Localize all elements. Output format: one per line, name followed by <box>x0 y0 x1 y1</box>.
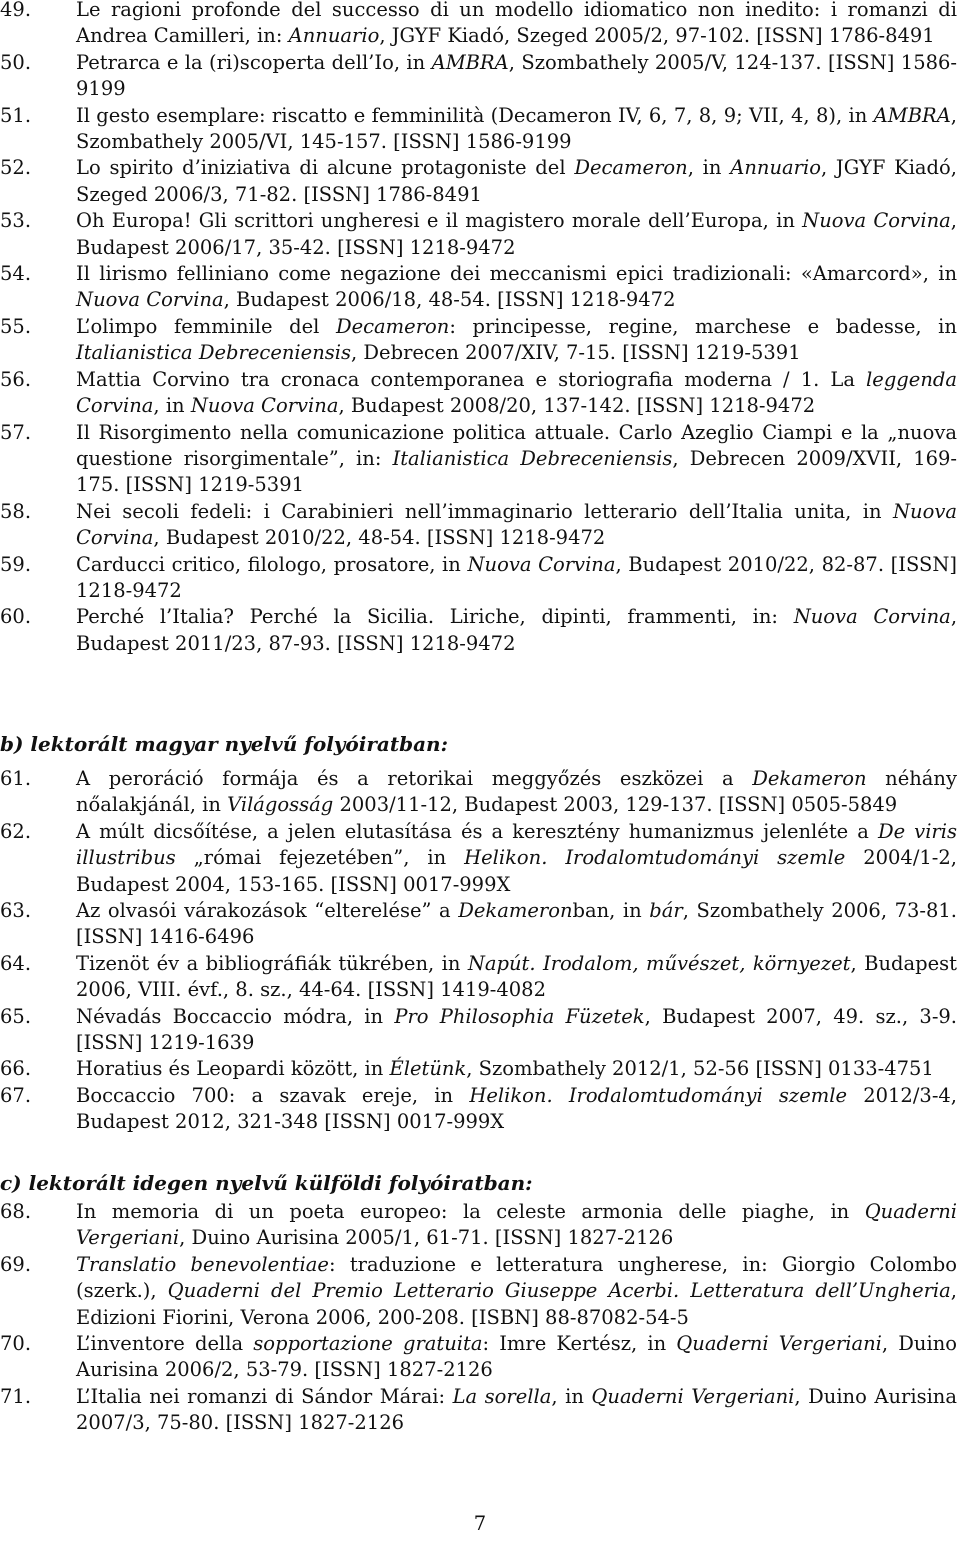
entry-number: 55. <box>0 314 32 338</box>
entry-italic-title: Italianistica Debreceniensis <box>392 446 673 470</box>
entry-number: 54. <box>0 262 32 286</box>
entry-text: Il lirismo felliniano come negazione dei meccanismi epici tradizionali: «Amarcord», in Nuova Corvina, Budapest 2006/18, 48-54. [ISSN] 1218-9472 <box>76 262 957 312</box>
entry-text: Tizenöt év a bibliográfiák tükrében, in Napút. Irodalom, művészet, környezet, Budapest 2006, VIII. évf., 8. sz., 44-64. [ISSN] 1419-4082 <box>76 951 957 1002</box>
bibliography-entry <box>0 314 960 367</box>
entry-text: L’Italia nei romanzi di Sándor Márai: La sorella, in Quaderni Vergeriani, Duino Aurisina 2007/3, 75-80. [ISSN] 1827-2126 <box>76 1384 957 1435</box>
entry-italic-title: Dekameron <box>752 767 867 790</box>
entry-number: 52. <box>0 156 32 180</box>
entry-italic-title: leggenda Corvina <box>76 367 957 418</box>
bibliography-entry <box>0 766 960 819</box>
entry-italic-title: bár <box>649 899 683 923</box>
entry-number: 66. <box>0 1057 32 1081</box>
entry-number: 62. <box>0 819 32 843</box>
entry-text: Az olvasói várakozások “elterelése” a Dekameronban, in bár, Szombathely 2006, 73-81. [ISSN] 1416-6496 <box>76 899 957 949</box>
entry-italic-title: Quaderni Vergeriani <box>676 1332 882 1356</box>
entry-text: In memoria di un poeta europeo: la celeste armonia delle piaghe, in Quaderni Vergeriani, Duino Aurisina 2005/1, 61-71. [ISSN] 1827-2126 <box>76 1200 957 1250</box>
entry-italic-title: Decameron <box>574 156 688 180</box>
bibliography-entry <box>0 552 960 605</box>
bibliography-entry <box>0 951 960 1004</box>
entry-italic-title: Nuova Corvina <box>467 552 616 576</box>
entry-number: 69. <box>0 1252 32 1276</box>
entry-italic-title: La sorella <box>452 1384 552 1408</box>
entry-italic-title: Annuario <box>730 156 821 180</box>
entry-text: Nei secoli fedeli: i Carabinieri nell’immaginario letterario dell’Italia unita, in Nuova Corvina, Budapest 2010/22, 48-54. [ISSN] 1218-9472 <box>76 499 957 550</box>
entry-number: 50. <box>0 50 32 74</box>
bibliography-entry <box>0 420 960 499</box>
entry-number: 71. <box>0 1384 32 1408</box>
entry-number: 65. <box>0 1004 32 1028</box>
entry-italic-title: Quaderni del Premio Letterario Giuseppe Acerbi. Letteratura dell’Ungheria <box>167 1279 951 1303</box>
entry-number: 70. <box>0 1332 32 1356</box>
section-heading-c: c) lektorált idegen nyelvű külföldi folyóiratban: <box>0 1171 533 1195</box>
entry-italic-title: Helikon. Irodalomtudományi szemle <box>464 846 846 870</box>
bibliography-entry <box>0 1331 960 1384</box>
entry-italic-title: Nuova Corvina <box>76 499 957 550</box>
entry-text: A peroráció formája és a retorikai meggyőzés eszközei a Dekameron néhány nőalakjánál, in Világosság 2003/11-12, Budapest 2003, 129-137. [ISSN] 0505-5849 <box>76 767 958 817</box>
entry-italic-title: Translatio benevolentiae <box>76 1252 329 1276</box>
entry-text: Mattia Corvino tra cronaca contemporanea e storiografia moderna / 1. La leggenda Corvina, in Nuova Corvina, Budapest 2008/20, 137-142. [ISSN] 1218-9472 <box>76 367 957 418</box>
entry-number: 63. <box>0 899 32 923</box>
entry-number: 68. <box>0 1200 32 1223</box>
bibliography-entry <box>0 898 960 951</box>
entry-number: 64. <box>0 951 32 975</box>
entry-italic-title: Helikon. Irodalomtudományi szemle <box>469 1083 848 1107</box>
entry-italic-title: sopportazione gratuita <box>253 1332 483 1356</box>
entry-italic-title: Nuova Corvina <box>76 288 224 312</box>
entry-italic-title: AMBRA <box>431 50 509 74</box>
entry-text: Petrarca e la (ri)scoperta dell’Io, in AMBRA, Szombathely 2005/V, 124-137. [ISSN] 1586-9199 <box>76 50 957 101</box>
entry-italic-title: Nuova Corvina <box>190 394 339 418</box>
entry-italic-title: Dekameron <box>458 899 573 923</box>
entry-text: Le ragioni profonde del successo di un modello idiomatico non inedito: i romanzi di Andrea Camilleri, in: Annuario, JGYF Kiadó, Szeged 2005/2, 97-102. [ISSN] 1786-8491 <box>76 0 957 48</box>
bibliography-entry <box>0 1004 960 1057</box>
entry-number: 51. <box>0 103 32 127</box>
entry-italic-title: AMBRA <box>873 103 951 127</box>
entry-text: Oh Europa! Gli scrittori ungheresi e il magistero morale dell’Europa, in Nuova Corvina, Budapest 2006/17, 35-42. [ISSN] 1218-9472 <box>76 209 957 259</box>
entry-text: L’olimpo femminile del Decameron: principesse, regine, marchese e badesse, in Italianistica Debreceniensis, Debrecen 2007/XIV, 7-15. [ISSN] 1219-5391 <box>76 314 957 365</box>
bibliography-entry <box>0 261 960 314</box>
entry-italic-title: Életünk <box>389 1057 467 1081</box>
bibliography-entry <box>0 1056 960 1082</box>
entry-italic-title: De viris illustribus <box>76 819 957 870</box>
entry-italic-title: Nuova Corvina <box>802 209 951 233</box>
entry-number: 67. <box>0 1083 32 1107</box>
entry-number: 57. <box>0 420 32 444</box>
publication-list-c <box>0 1199 960 1437</box>
entry-italic-title: Quaderni Vergeriani <box>76 1200 957 1250</box>
entry-number: 58. <box>0 499 32 523</box>
entry-text: Lo spirito d’iniziativa di alcune protagoniste del Decameron, in Annuario, JGYF Kiadó, Szeged 2006/3, 71-82. [ISSN] 1786-8491 <box>76 156 957 206</box>
entry-text: A múlt dicsőítése, a jelen elutasítása és a keresztény humanizmus jelenléte a De viris illustribus „római fejezetében”, in Helikon. Irodalomtudományi szemle 2004/1-2, Budapest 2004, 153-165. [ISSN] 0017-999X <box>76 819 958 896</box>
entry-italic-title: Napút. Irodalom, művészet, környezet <box>467 951 851 975</box>
entry-text: Il gesto esemplare: riscatto e femminilità (Decameron IV, 6, 7, 8, 9; VII, 4, 8), in AMBRA, Szombathely 2005/VI, 145-157. [ISSN] 1586-9199 <box>76 103 957 154</box>
entry-number: 53. <box>0 209 32 233</box>
entry-number: 59. <box>0 552 32 576</box>
entry-text: Névadás Boccaccio módra, in Pro Philosophia Füzetek, Budapest 2007, 49. sz., 3-9. [ISSN] 1219-1639 <box>76 1004 958 1055</box>
bibliography-entry <box>0 208 960 261</box>
entry-number: 61. <box>0 767 32 790</box>
entry-text: L’inventore della sopportazione gratuita: Imre Kertész, in Quaderni Vergeriani, Duino Aurisina 2006/2, 53-79. [ISSN] 1827-2126 <box>76 1332 957 1382</box>
entry-italic-title: Világosság <box>227 793 334 817</box>
section-heading-b: b) lektorált magyar nyelvű folyóiratban: <box>0 732 448 756</box>
entry-number: 49. <box>0 0 32 21</box>
entry-text: Perché l’Italia? Perché la Sicilia. Liriche, dipinti, frammenti, in: Nuova Corvina, Budapest 2011/23, 87-93. [ISSN] 1218-9472 <box>76 605 958 655</box>
bibliography-entry <box>0 367 960 420</box>
entry-number: 56. <box>0 367 32 391</box>
entry-text: Horatius és Leopardi között, in Életünk, Szombathely 2012/1, 52-56 [ISSN] 0133-4751 <box>76 1057 934 1081</box>
entry-italic-title: Pro Philosophia Füzetek <box>394 1004 645 1028</box>
entry-italic-title: Nuova Corvina <box>793 605 951 629</box>
entry-italic-title: Quaderni Vergeriani <box>591 1384 795 1408</box>
publication-list-a <box>0 0 960 657</box>
entry-italic-title: Annuario <box>288 24 380 48</box>
entry-text: Translatio benevolentiae: traduzione e letteratura ungherese, in: Giorgio Colombo (szerk.), Quaderni del Premio Letterario Giuseppe Acerbi. Letteratura dell’Ungheria, Edizioni Fiorini, Verona 2006, 200-208. [ISBN] 88-87082-54-5 <box>76 1252 957 1329</box>
publication-list-b <box>0 766 960 1136</box>
bibliography-entry <box>0 1252 960 1331</box>
entry-italic-title: Italianistica Debreceniensis <box>76 341 352 365</box>
entry-text: Il Risorgimento nella comunicazione politica attuale. Carlo Azeglio Ciampi e la „nuova questione risorgimentale”, in: Italianistica Debreceniensis, Debrecen 2009/XVII, 169-175. [ISSN] 1219-5391 <box>76 420 957 497</box>
entry-italic-title: Decameron <box>335 314 450 338</box>
bibliography-entry <box>0 50 960 103</box>
bibliography-entry <box>0 1199 960 1252</box>
bibliography-entry <box>0 1384 960 1437</box>
bibliography-entry <box>0 819 960 898</box>
bibliography-entry <box>0 1083 960 1136</box>
entry-number: 60. <box>0 605 32 629</box>
bibliography-entry <box>0 103 960 156</box>
page-number: 7 <box>473 1512 487 1535</box>
bibliography-entry <box>0 155 960 208</box>
bibliography-entry <box>0 0 960 50</box>
entry-text: Boccaccio 700: a szavak ereje, in Helikon. Irodalomtudományi szemle 2012/3-4, Budapest 2012, 321-348 [ISSN] 0017-999X <box>76 1083 958 1134</box>
bibliography-entry <box>0 499 960 552</box>
entry-text: Carducci critico, filologo, prosatore, in Nuova Corvina, Budapest 2010/22, 82-87. [ISSN] 1218-9472 <box>76 552 957 602</box>
bibliography-entry <box>0 604 960 657</box>
